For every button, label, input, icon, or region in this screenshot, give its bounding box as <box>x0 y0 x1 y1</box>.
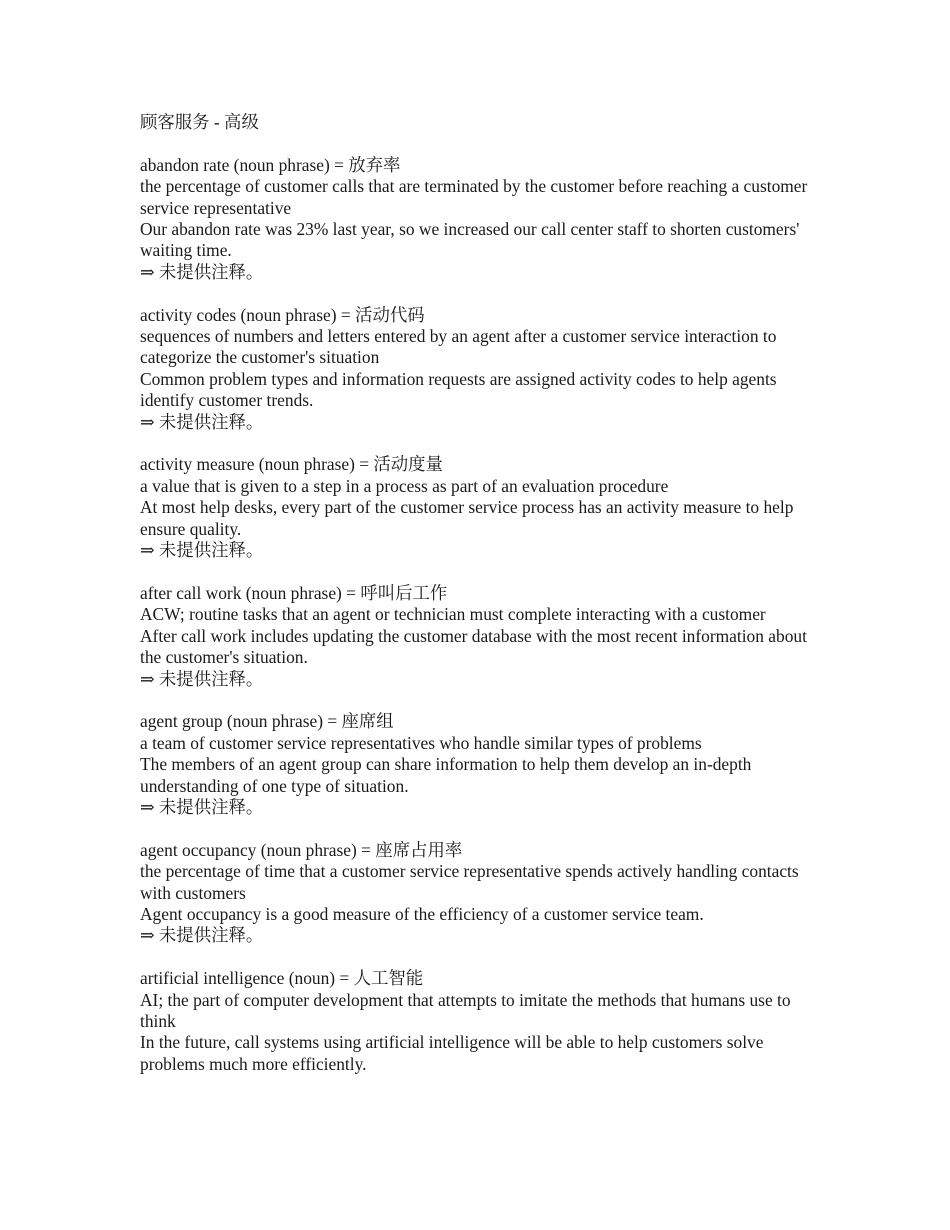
entry-definition: a value that is given to a step in a process as part of an evaluation procedure <box>140 475 669 496</box>
glossary-entry <box>140 968 820 1075</box>
entry-example: After call work includes updating the customer database with the most recent information about the customer's situation. <box>140 625 807 668</box>
glossary-entry <box>140 583 820 690</box>
entry-definition: the percentage of time that a customer service representative spends actively handling contacts with customers <box>140 861 799 903</box>
entry-example: Our abandon rate was 23% last year, so we increased our call center staff to shorten customers' waiting time. <box>140 219 800 261</box>
entry-headword: artificial intelligence (noun) = 人工智能 <box>140 968 424 989</box>
entry-example: Common problem types and information requests are assigned activity codes to help agents identify customer trends. <box>140 368 777 411</box>
entry-definition: AI; the part of computer development that attempts to imitate the methods that humans use to think <box>140 989 791 1031</box>
entry-headword: activity codes (noun phrase) = 活动代码 <box>140 304 425 325</box>
entry-definition: ACW; routine tasks that an agent or technician must complete interacting with a customer <box>140 604 766 625</box>
entry-headword: activity measure (noun phrase) = 活动度量 <box>140 454 443 475</box>
entry-note: ⇒ 未提供注释。 <box>140 540 264 561</box>
glossary-entry <box>140 305 820 433</box>
entry-definition: sequences of numbers and letters entered by an agent after a customer service interaction to categorize the customer's situation <box>140 326 777 368</box>
entry-headword: abandon rate (noun phrase) = 放弃率 <box>140 154 401 175</box>
entry-headword: agent occupancy (noun phrase) = 座席占用率 <box>140 839 463 860</box>
entry-definition: a team of customer service representatives who handle similar types of problems <box>140 732 702 753</box>
entry-headword: after call work (noun phrase) = 呼叫后工作 <box>140 582 448 603</box>
entry-note: ⇒ 未提供注释。 <box>140 668 264 689</box>
entry-note: ⇒ 未提供注释。 <box>140 925 264 946</box>
entry-definition: the percentage of customer calls that are terminated by the customer before reaching a customer service representative <box>140 176 808 218</box>
entry-example: At most help desks, every part of the customer service process has an activity measure to help ensure quality. <box>140 497 794 539</box>
entry-note: ⇒ 未提供注释。 <box>140 261 264 282</box>
document-page <box>140 112 820 1097</box>
entry-example: In the future, call systems using artificial intelligence will be able to help customers solve problems much more efficiently. <box>140 1032 764 1074</box>
document-title: 顾客服务 - 高级 <box>140 112 259 132</box>
glossary-entry <box>140 840 820 947</box>
entry-note: ⇒ 未提供注释。 <box>140 796 264 817</box>
entry-note: ⇒ 未提供注释。 <box>140 411 264 432</box>
glossary-entry <box>140 454 820 561</box>
glossary-entry <box>140 711 820 818</box>
entry-headword: agent group (noun phrase) = 座席组 <box>140 711 394 732</box>
entry-example: The members of an agent group can share information to help them develop an in-depth understanding of one type of situation. <box>140 754 752 796</box>
glossary-entry <box>140 155 820 283</box>
entry-example: Agent occupancy is a good measure of the efficiency of a customer service team. <box>140 903 704 924</box>
